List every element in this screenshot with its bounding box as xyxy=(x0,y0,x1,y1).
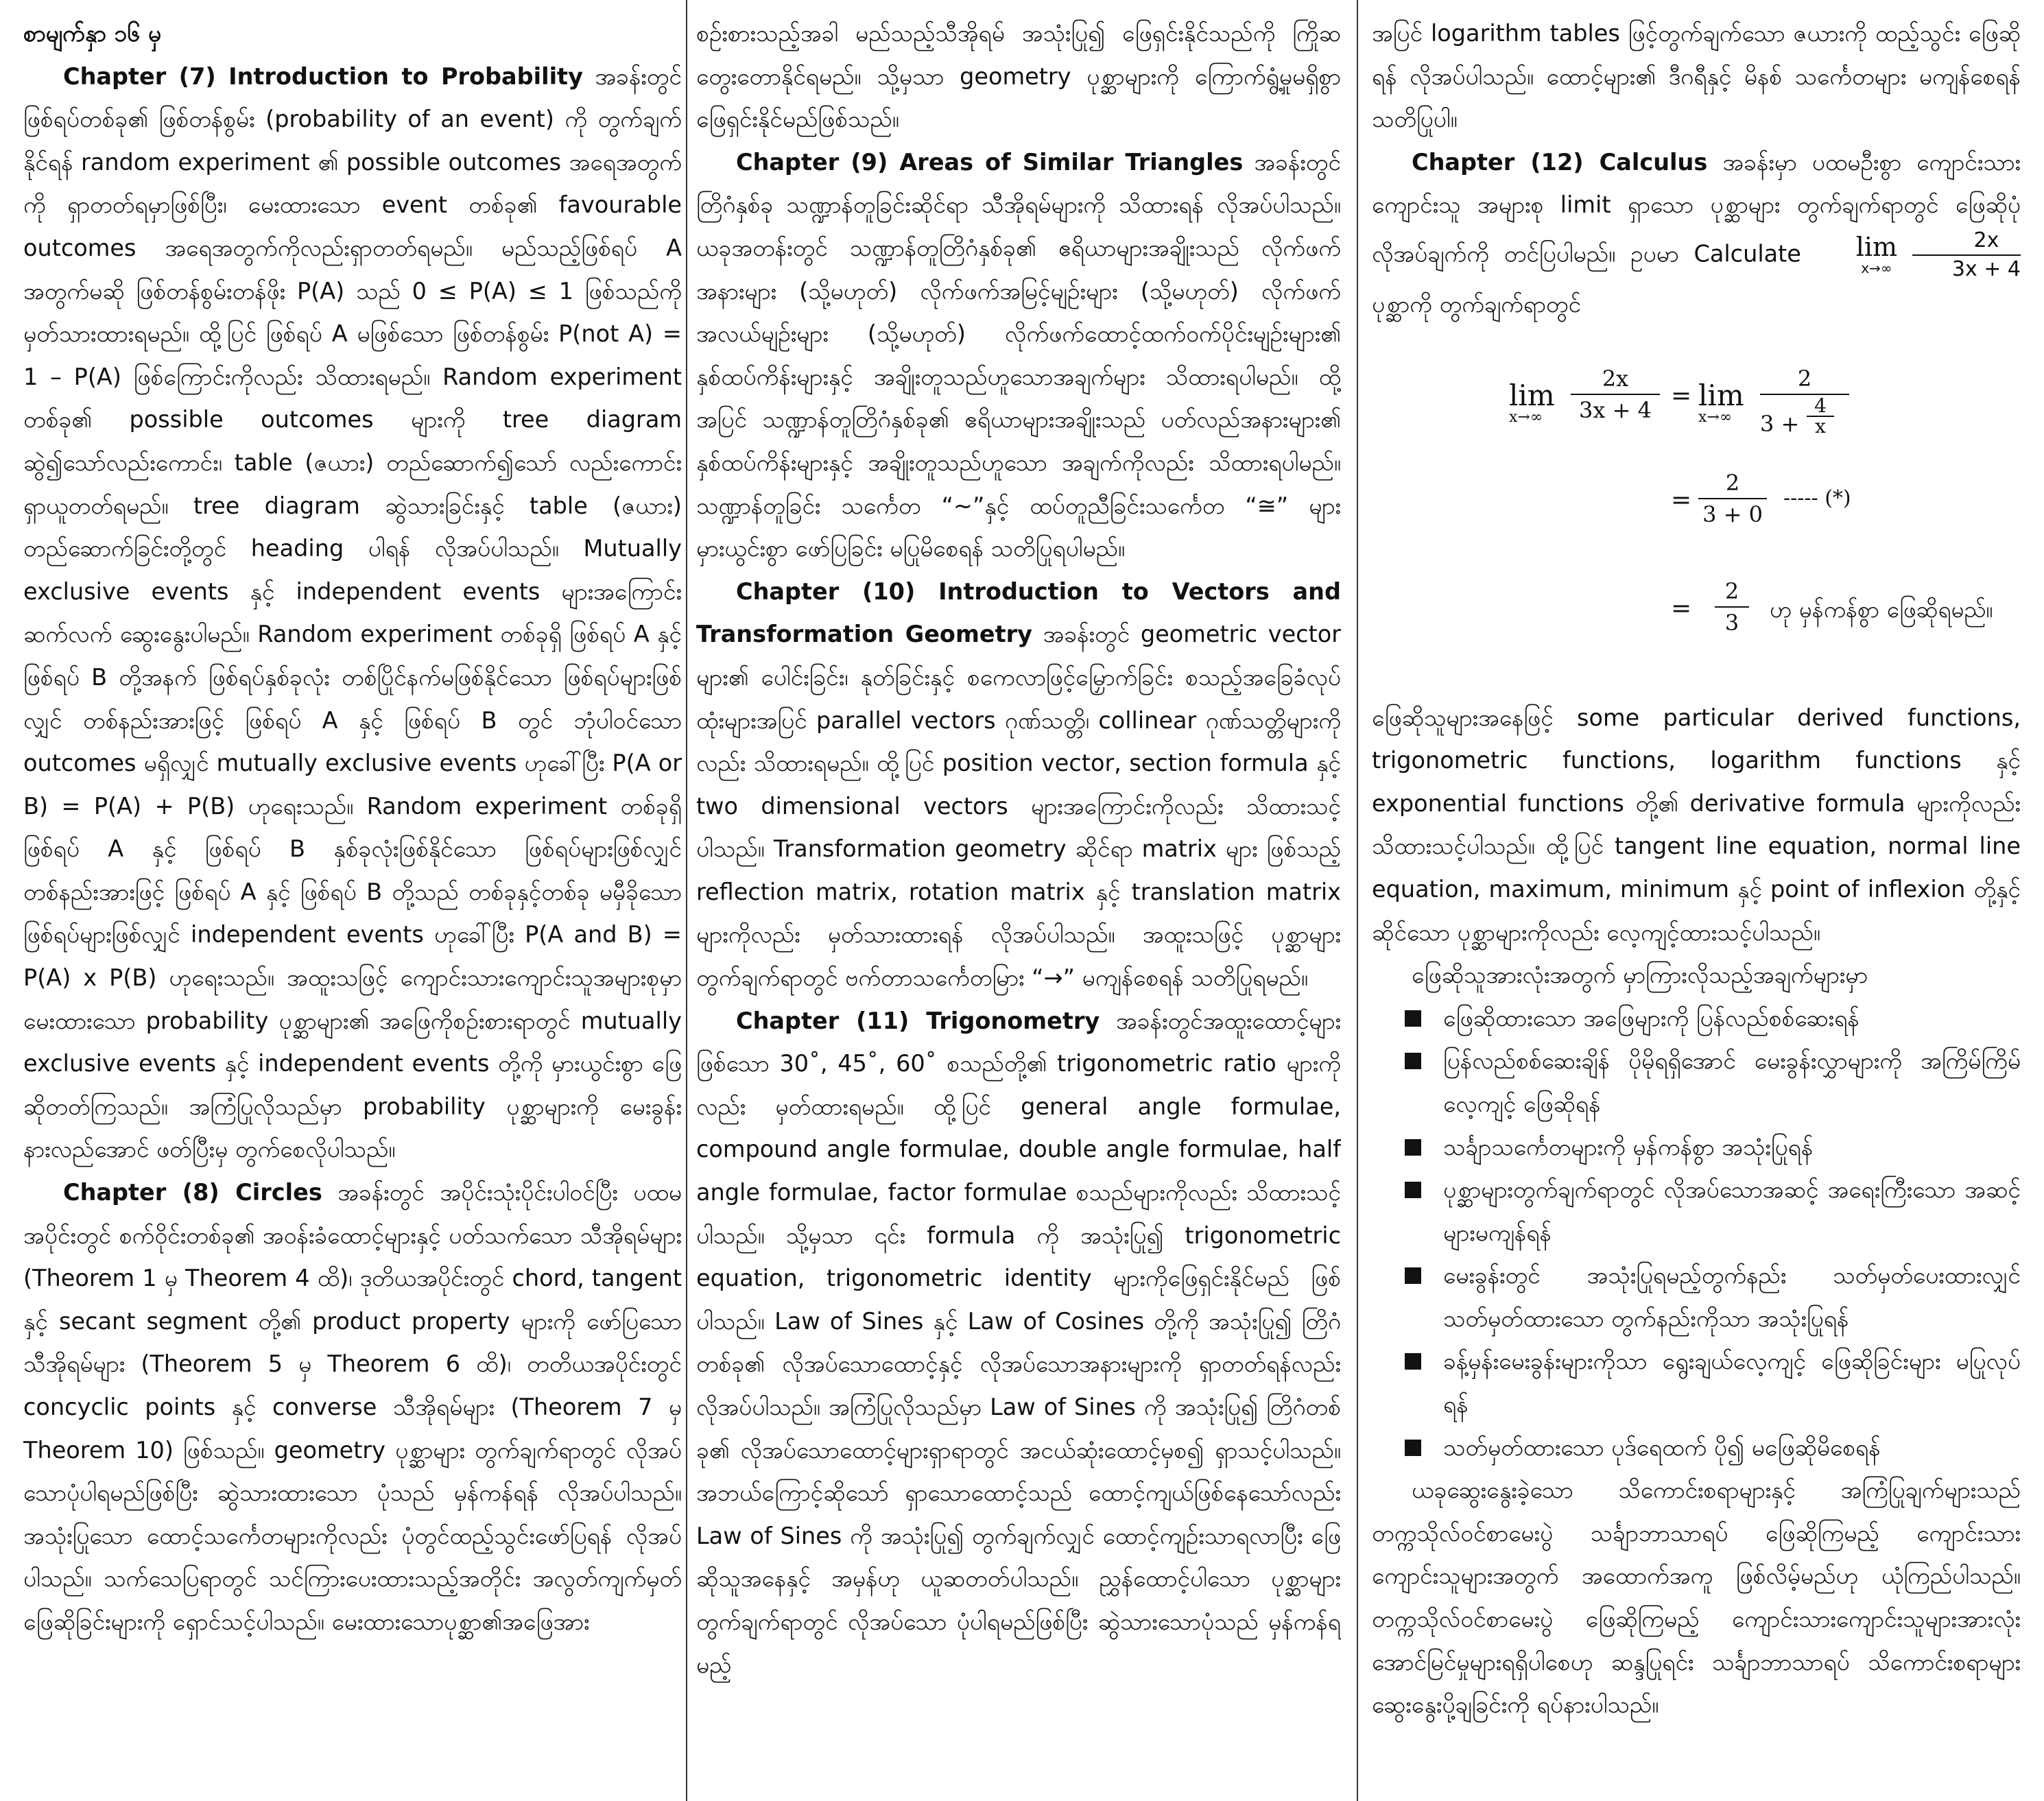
equals-sign: = xyxy=(1671,486,1692,514)
fraction-2-over-3-plus-4x xyxy=(1760,365,1849,447)
chapter-10-title: Chapter (10) Introduction to Vectors and Transformation Geometry xyxy=(696,577,1341,648)
chapter-11-title: Chapter (11) Trigonometry xyxy=(736,1007,1100,1034)
inner-numerator: 4 xyxy=(1807,396,1834,417)
column-3-intro: အပြင် logarithm tables ဖြင့်တွက်ချက်သော ဇယားကို ထည့်သွင်း ဖြေဆိုရန် လိုအပ်ပါသည်။ ထောင့်များ၏ ဒီဂရီနှင့် မိနစ် သင်္ကေတများ မကျန်စေရန် သတိပြုပါ။ xyxy=(1372,20,2021,133)
chapter-8-paragraph xyxy=(23,1171,682,1644)
fraction-numerator: 2x xyxy=(1912,227,2021,256)
result-text: ဟု မှန်ကန်စွာ ဖြေဆိုရမည်။ xyxy=(1770,595,1993,623)
chapter-7-text: အခန်းတွင် ဖြစ်ရပ်တစ်ခု၏ ဖြစ်တန်စွမ်း (probability of an event) ကို တွက်ချက်နိုင်ရန် random experiment ၏ possible outcomes အရေအတွက်ကို ရှာတတ်ရမှာဖြစ်ပြီး၊ မေးထားသော event တစ်ခု၏ favourable outcomes အရေအတွက်ကိုလည်းရှာတတ်ရမည်။ မည်သည့်ဖြစ်ရပ် A အတွက်မဆို ဖြစ်တန်စွမ်းတန်ဖိုး P(A) သည် 0 ≤ P(A) ≤ 1 ဖြစ်သည်ကို မှတ်သားထားရမည်။ ထို့ပြင် ဖြစ်ရပ် A မဖြစ်သော ဖြစ်တန်စွမ်း P(not A) = 1 – P(A) ဖြစ်ကြောင်းကိုလည်း သိထားရမည်။ Random experiment တစ်ခု၏ possible outcomes များကို tree diagram ဆွဲ၍သော်လည်းကောင်း၊ table (ဇယား) တည်ဆောက်၍သော် လည်းကောင်း ရှာယူတတ်ရမည်။ tree diagram ဆွဲသားခြင်းနှင့် table (ဇယား) တည်ဆောက်ခြင်းတို့တွင် heading ပါရန် လိုအပ်ပါသည်။ Mutually exclusive events နှင့် independent events များအကြောင်း ဆက်လက် ဆွေးနွေးပါမည်။ Random experiment တစ်ခုရှိ ဖြစ်ရပ် A နှင့် ဖြစ်ရပ် B တို့အနက် ဖြစ်ရပ်နှစ်ခုလုံး တစ်ပြိုင်နက်မဖြစ်နိုင်သော ဖြစ်ရပ်များဖြစ်လျှင် တစ်နည်းအားဖြင့် ဖြစ်ရပ် A နှင့် ဖြစ်ရပ် B တွင် ဘုံပါဝင်သော outcomes မရှိလျှင် mutually exclusive events ဟုခေါ်ပြီး P(A or B) = P(A) + P(B) ဟုရေးသည်။ Random experiment တစ်ခုရှိ ဖြစ်ရပ် A နှင့် ဖြစ်ရပ် B နှစ်ခုလုံးဖြစ်နိုင်သော ဖြစ်ရပ်များဖြစ်လျှင် တစ်နည်းအားဖြင့် ဖြစ်ရပ် A နှင့် ဖြစ်ရပ် B တို့သည် တစ်ခုနှင့်တစ်ခု မမှီခိုသော ဖြစ်ရပ်များဖြစ်လျှင် independent events ဟုခေါ်ပြီး P(A and B) = P(A) x P(B) ဟုရေးသည်။ အထူးသဖြင့် ကျောင်းသားကျောင်းသူအများစုမှာ မေးထားသော probability ပုစ္ဆာများ၏ အဖြေကိုစဉ်းစားရာတွင် mutually exclusive events နှင့် independent events တို့ကို မှားယွင်းစွာ ဖြေဆိုတတ်ကြသည်။ အကြံပြုလိုသည်မှာ probability ပုစ္ဆာများကို မေးခွန်းနားလည်အောင် ဖတ်ပြီးမှ တွက်စေလိုပါသည်။ xyxy=(23,62,682,1163)
list-item: ပြန်လည်စစ်ဆေးချိန် ပိုမိုရရှိအောင် မေးခွန်းလွှာများကို အကြိမ်ကြိမ်လေ့ကျင့် ဖြေဆိုရန် xyxy=(1372,1040,2021,1125)
chapter-12-tail: ပုစ္ဆာကို တွက်ချက်ရာတွင် xyxy=(1372,290,1582,318)
fraction-numerator: 2x xyxy=(1602,365,1629,392)
column-divider xyxy=(1357,0,1358,1801)
chapter-11-paragraph xyxy=(696,1000,1341,1687)
equals-sign: = xyxy=(1671,381,1692,410)
fraction-numerator: 2 xyxy=(1724,577,1739,604)
fraction-denominator: 3x + 4 xyxy=(1951,257,2021,281)
chapter-11-text: အခန်းတွင်အထူးထောင့်များဖြစ်သော 30˚, 45˚, 60˚ စသည်တို့၏ trigonometric ratio များကိုလည်း မှတ်ထားရမည်။ ထို့ပြင် general angle formulae, compound angle formulae, double angle formulae, half angle formulae, factor formulae စသည်များကိုလည်း သိထားသင့်ပါသည်။ သို့မှသာ ၎င်း formula ကို အသုံးပြု၍ trigonometric equation, trigonometric identity များကိုဖြေရှင်းနိုင်မည် ဖြစ်ပါသည်။ Law of Sines နှင့် Law of Cosines တို့ကို အသုံးပြု၍ တြိဂံတစ်ခု၏ လိုအပ်သောထောင့်နှင့် လိုအပ်သောအနားများကို ရှာတတ်ရန်လည်း လိုအပ်ပါသည်။ အကြံပြုလိုသည်မှာ Law of Sines ကို အသုံးပြု၍ တြိဂံတစ်ခု၏ လိုအပ်သောထောင့်များရှာရာတွင် အငယ်ဆုံးထောင့်မှစ၍ ရှာသင့်ပါသည်။ အဘယ်ကြောင့်ဆိုသော် ရှာသောထောင့်သည် ထောင့်ကျယ်ဖြစ်နေသော်လည်း Law of Sines ကို အသုံးပြု၍ တွက်ချက်လျှင် ထောင့်ကျဉ်းသာရလာပြီး ဖြေဆိုသူအနေနှင့် အမှန်ဟု ယူဆတတ်ပါသည်။ ညွှန်ထောင့်ပါသော ပုစ္ဆာများတွက်ချက်ရာတွင် လိုအပ်သော ပုံပါရမည်ဖြစ်ပြီး ဆွဲသားသောပုံသည် မှန်ကန်ရမည့် xyxy=(696,1007,1341,1678)
lim-subscript: x→∞ xyxy=(1509,408,1543,426)
chapter-10-text: အခန်းတွင် geometric vector များ၏ ပေါင်းခြင်း၊ နုတ်ခြင်းနှင့် စကေလာဖြင့်မြှောက်ခြင်း စသည့်အခြေခံလုပ်ထုံးများအပြင် parallel vectors ဂုဏ်သတ္တိ၊ collinear ဂုဏ်သတ္တိများကိုလည်း သိထားရမည်။ ထို့ပြင် position vector, section formula နှင့် two dimensional vectors များအကြောင်းကိုလည်း သိထားသင့်ပါသည်။ Transformation geometry ဆိုင်ရာ matrix များ ဖြစ်သည့် reflection matrix, rotation matrix နှင့် translation matrix များကိုလည်း မှတ်သားထားရန် လိုအပ်ပါသည်။ အထူးသဖြင့် ပုစ္ဆာများ တွက်ချက်ရာတွင် ဗက်တာသင်္ကေတမြား “→” မကျန်စေရန် သတိပြုရမည်။ xyxy=(696,621,1341,992)
list-item: မေးခွန်းတွင် အသုံးပြုရမည့်တွက်နည်း သတ်မှတ်ပေးထားလျှင် သတ်မှတ်ထားသော တွက်နည်းကိုသာ အသုံးပြုရန် xyxy=(1372,1254,2021,1340)
chapter-9-paragraph xyxy=(696,141,1341,571)
page-header: စာမျက်နှာ ၁၆ မှ xyxy=(23,20,162,47)
fraction-2-over-3 xyxy=(1715,577,1749,636)
inner-fraction xyxy=(1807,396,1834,436)
fraction-denominator: 3 + 0 xyxy=(1702,501,1763,527)
square-bullet-icon xyxy=(1405,1010,1421,1027)
list-item: ပုစ္ဆာများတွက်ချက်ရာတွင် လိုအပ်သောအဆင့် အရေးကြီးသော အဆင့်များမကျန်ရန် xyxy=(1372,1169,2021,1254)
denominator-part: 3 + xyxy=(1760,410,1800,437)
fraction-denominator: 3 xyxy=(1724,609,1739,636)
chapter-9-text: အခန်းတွင် တြိဂံနှစ်ခု သဏ္ဍာန်တူခြင်းဆိုင်ရာ သီအိုရမ်များကို သိထားရန် လိုအပ်ပါသည်။ ယခုအတန်းတွင် သဏ္ဍာန်တူတြိဂံနှစ်ခု၏ ဧရိယာများအချိုးသည် လိုက်ဖက်အနားများ (သို့မဟုတ်) လိုက်ဖက်အမြင့်မျဉ်းများ (သို့မဟုတ်) လိုက်ဖက်အလယ်မျဉ်းများ (သို့မဟုတ်) လိုက်ဖက်ထောင့်ထက်ဝက်ပိုင်းမျဉ်းများ၏ နှစ်ထပ်ကိန်းများနှင့် အချိုးတူသည်ဟူသောအချက်များ သိထားရပါမည်။ ထို့အပြင် သဏ္ဍာန်တူတြိဂံနှစ်ခု၏ ဧရိယာများအချိုးသည် ပတ်လည်အနားများ၏ နှစ်ထပ်ကိန်းများနှင့် အချိုးတူသည်ဟူသော အချက်ကိုလည်း သိထားရပါမည်။ သဏ္ဍာန်တူခြင်း သင်္ကေတ “~”နှင့် ထပ်တူညီခြင်းသင်္ကေတ “≅” များ မှားယွင်းစွာ ဖော်ပြခြင်း မပြုမိစေရန် သတိပြုရပါမည်။ xyxy=(696,148,1341,562)
list-item: ခန့်မှန်းမေးခွန်းများကိုသာ ရွေးချယ်လေ့ကျင့် ဖြေဆိုခြင်းများ မပြုလုပ်ရန် xyxy=(1372,1340,2021,1426)
column-divider xyxy=(686,0,687,1801)
chapter-10-paragraph xyxy=(696,571,1341,1000)
closing-paragraph: ယခုဆွေးနွေးခဲ့သော သိကောင်းစရာများနှင့် အကြံပြုချက်များသည် တက္ကသိုလ်ဝင်စာမေးပွဲ သင်္ချာဘာသာရပ် ဖြေဆိုကြမည့် ကျောင်းသား ကျောင်းသူများအတွက် အထောက်အကူ ဖြစ်လိမ့်မည်ဟု ယုံကြည်ပါသည်။ တက္ကသိုလ်ဝင်စာမေးပွဲ ဖြေဆိုကြမည့် ကျောင်းသားကျောင်းသူများအားလုံး အောင်မြင်မှုများရရှိပါစေဟု ဆန္ဒပြုရင်း သင်္ချာဘာသာရပ် သိကောင်းစရာများ ဆွေးနွေးပို့ချခြင်းကို ရပ်နားပါသည်။ xyxy=(1372,1477,2021,1719)
fraction-numerator: 2 xyxy=(1797,365,1812,392)
square-bullet-icon xyxy=(1405,1267,1421,1284)
square-bullet-icon xyxy=(1405,1139,1421,1156)
inline-limit xyxy=(1816,231,1898,276)
advice-list xyxy=(1372,997,2021,1470)
chapter-12-paragraph xyxy=(1372,141,2021,326)
inner-denominator: x xyxy=(1815,414,1826,438)
lim-symbol: lim xyxy=(1698,378,1744,412)
chapter-8-text: အခန်းတွင် အပိုင်းသုံးပိုင်းပါဝင်ပြီး ပထမအပိုင်းတွင် စက်ဝိုင်းတစ်ခု၏ အဝန်းခံထောင့်များနှင့် ပတ်သက်သော သီအိုရမ်များ (Theorem 1 မှ Theorem 4 ထိ)၊ ဒုတိယအပိုင်းတွင် chord, tangent နှင့် secant segment တို့၏ product property များကို ဖော်ပြသော သီအိုရမ်များ (Theorem 5 မှ Theorem 6 ထိ)၊ တတိယအပိုင်းတွင် concyclic points နှင့် converse သီအိုရမ်များ (Theorem 7 မှ Theorem 10) ဖြစ်သည်။ geometry ပုစ္ဆာများ တွက်ချက်ရာတွင် လိုအပ်သောပုံပါရမည်ဖြစ်ပြီး ဆွဲသားထားသော ပုံသည် မှန်ကန်ရန် လိုအပ်ပါသည်။ အသုံးပြုသော ထောင့်သင်္ကေတများကိုလည်း ပုံတွင်ထည့်သွင်းဖော်ပြရန် လိုအပ်ပါသည်။ သက်သေပြရာတွင် သင်ကြားပေးထားသည့်အတိုင်း အလွတ်ကျက်မှတ် ဖြေဆိုခြင်းများကို ရှောင်သင့်ပါသည်။ မေးထားသောပုစ္ဆာ၏အဖြေအား xyxy=(23,1179,682,1635)
limit-worked-example xyxy=(1372,326,2021,697)
fraction-denominator: 3x + 4 xyxy=(1579,396,1652,423)
inline-fraction xyxy=(1912,227,2021,283)
list-item: ဖြေဆိုထားသော အဖြေများကို ပြန်လည်စစ်ဆေးရန် xyxy=(1372,997,2021,1040)
chapter-9-title: Chapter (9) Areas of Similar Triangles xyxy=(736,148,1244,176)
chapter-7-title: Chapter (7) Introduction to Probability xyxy=(63,62,583,90)
equation-marker: ----- (*) xyxy=(1783,486,1851,510)
lim-subscript: x→∞ xyxy=(1698,408,1733,426)
square-bullet-icon xyxy=(1405,1053,1421,1069)
lim-symbol: lim xyxy=(1509,378,1555,412)
column-2 xyxy=(696,12,1341,1794)
chapter-8-title: Chapter (8) Circles xyxy=(63,1179,322,1206)
chapter-7-paragraph xyxy=(23,56,682,1171)
column-2-intro: စဉ်းစားသည့်အခါ မည်သည့်သီအိုရမ် အသုံးပြု၍ ဖြေရှင်းနိုင်သည်ကို ကြိုဆတွေးတောနိုင်ရမည်။ သို့မှသာ geometry ပုစ္ဆာများကို ကြောက်ရွံ့မှုမရှိစွာ ဖြေရှင်းနိုင်မည်ဖြစ်သည်။ xyxy=(696,20,1341,133)
square-bullet-icon xyxy=(1405,1182,1421,1198)
column-3 xyxy=(1372,12,2021,1794)
lim-subscript: x→∞ xyxy=(1861,259,1892,276)
fraction-2x-over-3x4 xyxy=(1571,365,1660,423)
equals-sign: = xyxy=(1671,594,1692,623)
fraction-2-over-3-plus-0 xyxy=(1698,469,1767,527)
fraction-numerator: 2 xyxy=(1725,469,1740,496)
compound-denominator xyxy=(1760,394,1849,447)
list-item: သတ်မှတ်ထားသော ပုဒ်ရေထက် ပို၍ မဖြေဆိုမိစေရန် xyxy=(1372,1427,2021,1470)
lim-symbol: lim xyxy=(1855,231,1898,262)
chapter-12-text: အခန်းမှာ ပထမဦးစွာ ကျောင်းသားကျောင်းသူ အများစု limit ရှာသော ပုစ္ဆာများ တွက်ချက်ရာတွင် ဖြေဆိုပုံလိုအပ်ချက်ကို တင်ပြပါမည်။ ဥပမာ Calculate xyxy=(1372,148,2021,267)
square-bullet-icon xyxy=(1405,1353,1421,1370)
list-item: သင်္ချာသင်္ကေတများကို မှန်ကန်စွာ အသုံးပြုရန် xyxy=(1372,1126,2021,1169)
derivatives-paragraph: ဖြေဆိုသူများအနေဖြင့် some particular derived functions, trigonometric functions, logarithm functions နှင့် exponential functions တို့၏ derivative formula များကိုလည်း သိထားသင့်ပါသည်။ ထို့ပြင် tangent line equation, normal line equation, maximum, minimum နှင့် point of inflexion တို့နှင့်ဆိုင်သော ပုစ္ဆာများကိုလည်း လေ့ကျင့်ထားသင့်ပါသည်။ xyxy=(1372,704,2021,946)
list-intro: ဖြေဆိုသူအားလုံးအတွက် မှာကြားလိုသည့်အချက်များမှာ xyxy=(1412,962,1868,989)
column-1 xyxy=(23,12,682,1794)
chapter-12-title: Chapter (12) Calculus xyxy=(1412,148,1708,176)
square-bullet-icon xyxy=(1405,1440,1421,1456)
